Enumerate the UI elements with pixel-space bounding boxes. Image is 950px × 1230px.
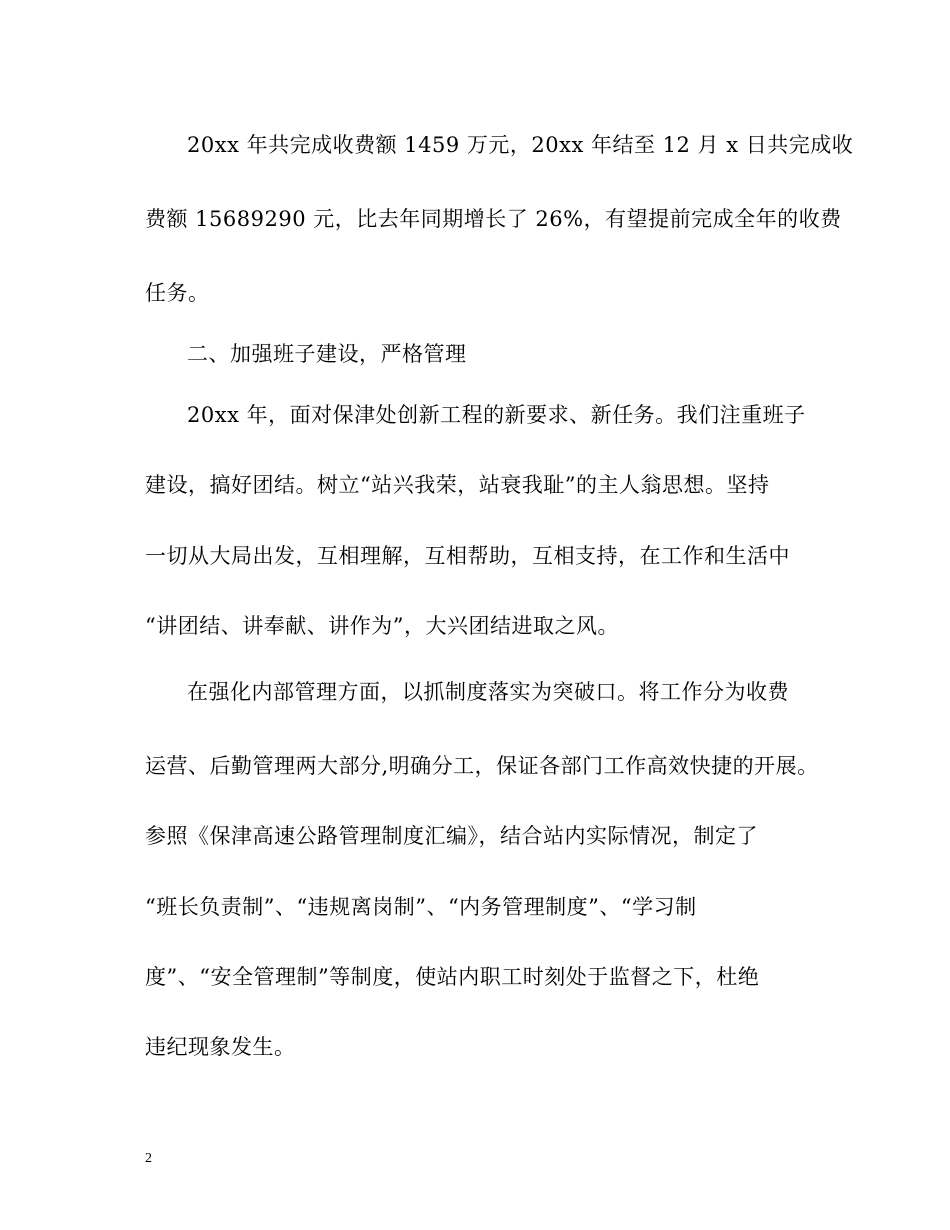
paragraph-line: 费额 15689290 元，比去年同期增长了 26%，有望提前完成全年的收费 <box>145 207 842 231</box>
section-heading: 二、加强班子建设，严格管理 <box>187 342 467 366</box>
page-number: 2 <box>145 1151 152 1166</box>
paragraph-line: 运营、后勤管理两大部分,明确分工，保证各部门工作高效快捷的开展。 <box>145 754 819 778</box>
paragraph-line: 一切从大局出发，互相理解，互相帮助，互相支持，在工作和生活中 <box>145 544 790 568</box>
paragraph-line: 在强化内部管理方面，以抓制度落实为突破口。将工作分为收费 <box>187 680 789 704</box>
paragraph-line: 度”、“安全管理制”等制度，使站内职工时刻处于监督之下，杜绝 <box>145 965 760 989</box>
paragraph-line: 违纪现象发生。 <box>145 1035 296 1059</box>
paragraph-line: “讲团结、讲奉献、讲作为”，大兴团结进取之风。 <box>145 614 619 638</box>
paragraph-line: “班长负责制”、“违规离岗制”、“内务管理制度”、“学习制 <box>145 895 697 919</box>
paragraph-line: 任务。 <box>145 281 210 305</box>
paragraph-line: 参照《保津高速公路管理制度汇编》，结合站内实际情况，制定了 <box>145 824 758 848</box>
paragraph-line: 20xx 年，面对保津处创新工程的新要求、新任务。我们注重班子 <box>187 403 806 427</box>
paragraph-line: 建设，搞好团结。树立“站兴我荣，站衰我耻”的主人翁思想。坚持 <box>145 473 770 497</box>
paragraph-line: 20xx 年共完成收费额 1459 万元，20xx 年结至 12 月 x 日共完成收 <box>187 133 854 157</box>
